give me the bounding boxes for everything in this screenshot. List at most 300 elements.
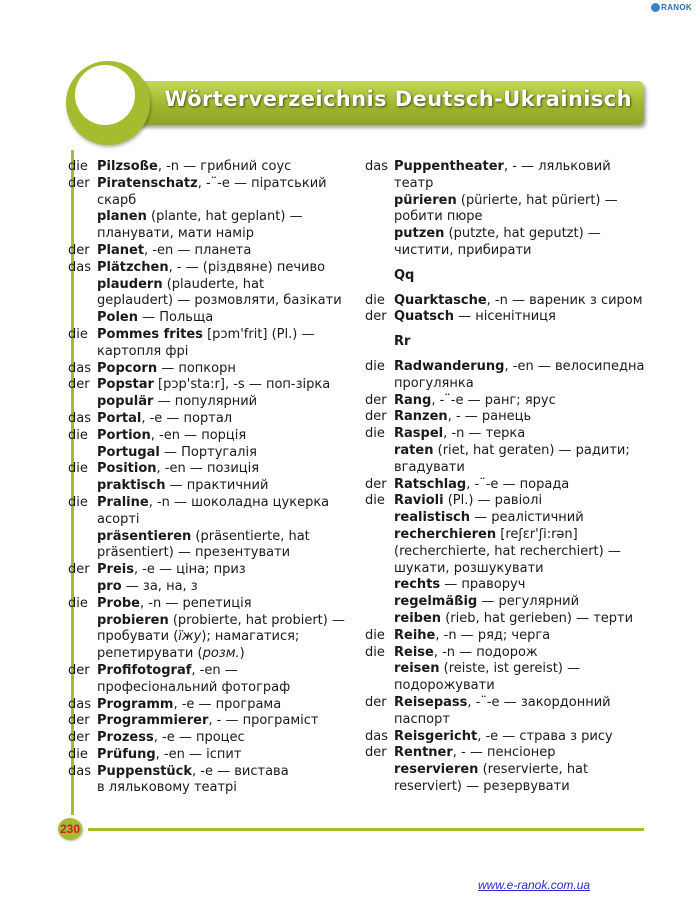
entry-headword: Profifotograf	[97, 662, 192, 678]
entry-article	[68, 445, 97, 462]
entry-text	[394, 510, 655, 527]
entry-line	[97, 629, 358, 646]
entry-article	[365, 594, 394, 611]
entry-line	[394, 493, 655, 510]
page-number-badge	[58, 818, 82, 840]
entry-text	[97, 747, 358, 764]
entry-line	[97, 562, 358, 579]
entry-article: der	[68, 662, 90, 678]
entry-line	[97, 327, 358, 344]
entry-article: das	[68, 259, 91, 275]
entry-line	[97, 713, 358, 730]
bottom-rule	[88, 828, 644, 831]
header-banner	[96, 81, 644, 125]
entry-headword: Puppenstück	[97, 763, 193, 779]
entry-text	[394, 293, 655, 310]
dictionary-entry	[68, 613, 358, 663]
entry-text	[97, 209, 358, 243]
dictionary-entry	[365, 577, 655, 594]
entry-text	[394, 477, 655, 494]
entry-translation: , -n — вареник з сиром	[486, 292, 643, 308]
entry-headword: Preis	[97, 562, 134, 578]
entry-article: der	[68, 242, 90, 258]
entry-text	[97, 310, 358, 327]
entry-text	[394, 193, 655, 227]
entry-translation: картопля фрі	[97, 343, 189, 359]
dictionary-entry	[365, 359, 655, 393]
entry-text	[394, 611, 655, 628]
entry-headword: Ratschlag	[394, 476, 467, 492]
entry-text	[97, 411, 358, 428]
entry-translation: , -¨-e — закордонний	[467, 694, 611, 710]
entry-headword: Reisgericht	[394, 728, 478, 744]
entry-line	[394, 695, 655, 712]
entry-translation: чистити, прибирати	[394, 242, 532, 258]
entry-headword: Reise	[394, 644, 434, 660]
entry-translation: , -¨-e — порада	[466, 476, 570, 492]
entry-article: das	[365, 159, 388, 174]
entry-line	[394, 176, 655, 193]
entry-headword: Reisepass	[394, 694, 468, 710]
entry-text	[97, 361, 358, 378]
entry-translation: — Португалія	[159, 444, 257, 460]
dictionary-entry	[68, 663, 358, 697]
entry-article: das	[365, 728, 388, 744]
entry-line	[394, 762, 655, 779]
entry-text	[97, 663, 358, 697]
entry-line	[97, 747, 358, 764]
dictionary-entry	[68, 697, 358, 714]
entry-article	[365, 762, 394, 796]
entry-translation: (recherchierte, hat recherchiert) —	[394, 543, 621, 559]
entry-headword: Portion	[97, 427, 151, 443]
dictionary-entry	[68, 562, 358, 579]
dictionary-entry	[365, 645, 655, 662]
entry-translation: , -e — страва з рису	[477, 728, 613, 744]
dictionary-entry	[68, 394, 358, 411]
entry-line	[97, 243, 358, 260]
entry-line	[97, 159, 358, 176]
entry-text	[97, 529, 358, 563]
entry-translation: ); намагатися;	[201, 629, 300, 645]
entry-translation: , -n — подорож	[433, 644, 538, 660]
entry-headword: rechts	[394, 577, 441, 593]
dictionary-entry	[68, 209, 358, 243]
dictionary-entry	[365, 695, 655, 729]
entry-line	[394, 678, 655, 695]
entry-headword: praktisch	[97, 478, 166, 494]
entry-article	[365, 611, 394, 628]
dictionary-entry	[68, 747, 358, 764]
entry-headword: reservieren	[394, 762, 479, 778]
entry-translation: — регулярний	[477, 594, 580, 610]
entry-line	[97, 260, 358, 277]
entry-headword: realistisch	[394, 510, 471, 526]
entry-headword: Plätzchen	[97, 259, 169, 275]
entry-article: die	[68, 494, 88, 510]
entry-text	[97, 596, 358, 613]
entry-headword: probieren	[97, 612, 169, 628]
publisher-logo-text: RANOK	[661, 3, 692, 12]
dictionary-entry	[365, 426, 655, 443]
entry-line	[394, 226, 655, 243]
entry-article: die	[365, 644, 385, 660]
dictionary-entry	[365, 729, 655, 746]
entry-line	[394, 628, 655, 645]
entry-text	[394, 159, 655, 193]
entry-article: der	[68, 175, 90, 191]
entry-article: die	[68, 746, 88, 762]
entry-text	[97, 428, 358, 445]
entry-translation: пробувати (	[97, 629, 179, 645]
entry-line	[97, 394, 358, 411]
entry-line	[394, 159, 655, 176]
dictionary-entry	[365, 762, 655, 796]
entry-line	[394, 293, 655, 310]
entry-text	[97, 713, 358, 730]
entry-text	[394, 729, 655, 746]
dictionary-entry	[68, 730, 358, 747]
entry-article: der	[365, 745, 387, 761]
entry-text	[97, 478, 358, 495]
dictionary-entry	[365, 477, 655, 494]
entry-text	[97, 176, 358, 210]
entry-translation: , - — пенсіонер	[452, 745, 556, 761]
entry-headword: Quatsch	[394, 309, 454, 325]
entry-headword: Programm	[97, 696, 174, 712]
entry-translation: — праворуч	[440, 577, 526, 593]
entry-line	[394, 611, 655, 628]
entry-headword: Ravioli	[394, 493, 444, 509]
entry-line	[97, 545, 358, 562]
entry-translation: (reiste, ist gereist) —	[439, 661, 581, 677]
publisher-logo	[651, 3, 692, 12]
dictionary-entry	[68, 377, 358, 394]
entry-text	[394, 359, 655, 393]
entry-line	[394, 426, 655, 443]
entry-line	[97, 344, 358, 361]
entry-text	[394, 493, 655, 510]
entry-translation: скарб	[97, 192, 137, 208]
entry-translation: , -e — процес	[153, 730, 245, 746]
entry-translation: , - — (різдвяне) печиво	[168, 259, 326, 275]
entry-line	[97, 529, 358, 546]
entry-note: їжу	[178, 629, 202, 645]
entry-line	[394, 359, 655, 376]
entry-article: der	[365, 476, 387, 492]
entry-headword: populär	[97, 394, 154, 410]
entry-headword: Puppentheater	[394, 159, 504, 174]
dictionary-entry	[68, 327, 358, 361]
section-letter-heading: Qq	[394, 267, 415, 283]
dictionary-entry	[68, 159, 358, 176]
entry-line	[97, 461, 358, 478]
entry-translation: [reʃɛr'ʃi:rən]	[496, 526, 578, 542]
entry-line	[97, 730, 358, 747]
entry-text	[97, 613, 358, 663]
entry-text	[97, 260, 358, 277]
entry-translation: (putzte, hat geputzt) —	[444, 226, 601, 242]
entry-translation: асорті	[97, 511, 140, 527]
entry-headword: Rentner	[394, 745, 453, 761]
entry-article: die	[365, 292, 385, 308]
entry-translation: професіональний фотограф	[97, 679, 291, 695]
entry-translation: в ляльковому театрі	[97, 780, 237, 796]
entry-headword: Planet	[97, 242, 145, 258]
entry-text	[394, 645, 655, 662]
dictionary-column-right	[365, 159, 655, 796]
entry-article	[365, 193, 394, 227]
entry-headword: plaudern	[97, 276, 163, 292]
entry-headword: Popstar	[97, 377, 154, 393]
entry-line	[394, 309, 655, 326]
entry-text	[97, 394, 358, 411]
entry-article: der	[68, 730, 90, 746]
entry-text	[97, 562, 358, 579]
entry-line	[97, 646, 358, 663]
entry-headword: raten	[394, 442, 434, 458]
entry-translation: планувати, мати намір	[97, 226, 254, 242]
entry-article	[68, 529, 97, 563]
entry-translation: , -e — програма	[173, 696, 282, 712]
entry-line	[97, 579, 358, 596]
entry-headword: Quarktasche	[394, 292, 487, 308]
entry-line	[394, 376, 655, 393]
entry-line	[394, 243, 655, 260]
entry-headword: Portugal	[97, 444, 160, 460]
entry-headword: regelmäßig	[394, 594, 478, 610]
entry-translation: — Польща	[138, 310, 214, 326]
page-title: Wörterverzeichnis Deutsch-Ukrainisch	[164, 87, 632, 111]
entry-line	[97, 663, 358, 680]
entry-translation: , -e — вистава	[192, 763, 289, 779]
dictionary-entry	[365, 159, 655, 193]
entry-line	[394, 661, 655, 678]
entry-article: die	[68, 427, 88, 443]
entry-line	[97, 697, 358, 714]
entry-translation: (reservierte, hat	[478, 762, 589, 778]
entry-text	[394, 661, 655, 695]
entry-translation: — попкорн	[157, 360, 236, 376]
entry-article: der	[365, 694, 387, 710]
entry-translation: , -¨-e — піратський	[197, 175, 327, 191]
dictionary-entry	[365, 594, 655, 611]
entry-text	[97, 159, 358, 176]
dictionary-entry	[68, 764, 358, 798]
entry-translation: (plauderte, hat	[162, 276, 265, 292]
entry-article: die	[365, 627, 385, 643]
entry-line	[394, 527, 655, 544]
entry-article	[68, 277, 97, 311]
dictionary-entry	[68, 529, 358, 563]
dictionary-entry	[68, 495, 358, 529]
entry-text	[394, 577, 655, 594]
entry-translation: reserviert) — резервувати	[394, 778, 570, 794]
entry-translation: , -n — репетиція	[140, 595, 252, 611]
entry-text	[97, 461, 358, 478]
entry-translation: , -¨-e — ранг; ярус	[431, 392, 556, 408]
entry-headword: Prüfung	[97, 746, 156, 762]
entry-translation: (plante, hat geplant) —	[146, 209, 303, 225]
entry-article	[365, 577, 394, 594]
entry-translation: вгадувати	[394, 459, 465, 475]
entry-line	[97, 226, 358, 243]
entry-line	[97, 780, 358, 797]
entry-line	[394, 510, 655, 527]
entry-line	[97, 411, 358, 428]
entry-text	[97, 495, 358, 529]
dictionary-entry	[365, 611, 655, 628]
entry-article	[365, 661, 394, 695]
entry-translation: , - — програміст	[208, 713, 319, 729]
dictionary-entry	[68, 579, 358, 596]
dictionary-entry	[68, 478, 358, 495]
entry-line	[394, 729, 655, 746]
entry-translation: паспорт	[394, 711, 450, 727]
dictionary-entry	[365, 409, 655, 426]
entry-line	[394, 443, 655, 460]
entry-translation: , - — ляльковий	[503, 159, 611, 174]
entry-line	[394, 193, 655, 210]
dictionary-entry	[68, 461, 358, 478]
entry-article: der	[365, 309, 387, 325]
entry-line	[97, 310, 358, 327]
entry-translation: (präsentierte, hat	[191, 528, 310, 544]
entry-line	[97, 277, 358, 294]
entry-translation: (pürierte, hat püriert) —	[456, 192, 618, 208]
entry-translation: — за, на, з	[121, 578, 198, 594]
entry-article	[68, 310, 97, 327]
entry-article	[365, 443, 394, 477]
entry-line	[394, 594, 655, 611]
entry-article: der	[365, 409, 387, 425]
entry-headword: Rang	[394, 392, 432, 408]
entry-article: das	[68, 360, 91, 376]
entry-translation: подорожувати	[394, 678, 495, 694]
entry-translation: , -en — планета	[144, 242, 252, 258]
dictionary-entry	[365, 293, 655, 310]
entry-translation: , -n — грибний соус	[157, 159, 292, 174]
entry-line	[97, 193, 358, 210]
entry-text	[394, 745, 655, 762]
entry-headword: Pilzsoße	[97, 159, 158, 174]
dictionary-entry	[68, 428, 358, 445]
entry-text	[394, 628, 655, 645]
entry-line	[394, 745, 655, 762]
entry-translation: geplaudert) — розмовляти, базікати	[97, 293, 342, 309]
entry-translation: робити пюре	[394, 209, 483, 225]
entry-headword: Radwanderung	[394, 358, 505, 374]
entry-translation: , -e — ціна; приз	[133, 562, 246, 578]
entry-article: die	[365, 426, 385, 442]
dictionary-entry	[68, 310, 358, 327]
entry-translation: , -en — велосипедна	[504, 358, 645, 374]
dictionary-entry	[68, 596, 358, 613]
entry-translation: прогулянка	[394, 375, 474, 391]
entry-translation: — популярний	[153, 394, 258, 410]
entry-article: die	[365, 493, 385, 509]
header-circle-inner	[75, 65, 135, 125]
entry-translation: , -n — терка	[443, 426, 526, 442]
entry-text	[394, 226, 655, 260]
entry-article	[68, 209, 97, 243]
entry-translation: — нісенітниця	[454, 309, 556, 325]
entry-headword: Probe	[97, 595, 140, 611]
entry-headword: präsentieren	[97, 528, 192, 544]
entry-translation: — реалістичний	[470, 510, 584, 526]
dictionary-entry	[68, 260, 358, 277]
dictionary-entry	[365, 510, 655, 527]
entry-line	[97, 764, 358, 781]
entry-translation: , - — ранець	[447, 409, 532, 425]
dictionary-entry	[68, 176, 358, 210]
publisher-website-link[interactable]: www.e-ranok.com.ua	[478, 878, 591, 892]
entry-article: das	[68, 763, 91, 779]
entry-translation: театр	[394, 175, 434, 191]
entry-line	[97, 478, 358, 495]
entry-article: die	[68, 595, 88, 611]
globe-icon	[651, 3, 660, 12]
entry-article: die	[68, 159, 88, 174]
entry-headword: Praline	[97, 494, 149, 510]
entry-article	[365, 510, 394, 527]
entry-headword: Polen	[97, 310, 138, 326]
dictionary-entry	[68, 277, 358, 311]
entry-translation: (probierte, hat probiert) —	[168, 612, 345, 628]
entry-translation: репетирувати (	[97, 646, 203, 662]
dictionary-entry	[365, 661, 655, 695]
entry-line	[97, 293, 358, 310]
entry-headword: Reihe	[394, 627, 436, 643]
entry-line	[394, 409, 655, 426]
entry-line	[97, 596, 358, 613]
dictionary-entry	[365, 745, 655, 762]
entry-line	[97, 445, 358, 462]
entry-text	[394, 527, 655, 577]
dictionary-entry	[365, 628, 655, 645]
entry-article	[68, 394, 97, 411]
entry-translation: — практичний	[165, 478, 269, 494]
entry-headword: pürieren	[394, 192, 457, 208]
dictionary-column-left	[68, 159, 358, 797]
dictionary-entry	[68, 713, 358, 730]
entry-translation: , -n — шоколадна цукерка	[148, 494, 330, 510]
entry-text	[394, 762, 655, 796]
entry-article	[68, 613, 97, 663]
entry-line	[97, 428, 358, 445]
entry-text	[394, 594, 655, 611]
entry-headword: Portal	[97, 410, 142, 426]
entry-text	[97, 697, 358, 714]
entry-text	[97, 327, 358, 361]
page-number: 230	[59, 822, 81, 836]
entry-headword: reisen	[394, 661, 440, 677]
entry-translation: , -en — іспит	[155, 746, 242, 762]
dictionary-entry	[68, 411, 358, 428]
entry-translation: , -en — порція	[150, 427, 247, 443]
entry-text	[97, 579, 358, 596]
entry-article: der	[68, 713, 90, 729]
entry-article: das	[68, 696, 91, 712]
entry-translation: , -e — портал	[141, 410, 233, 426]
entry-note: розм.	[202, 646, 240, 662]
entry-line	[394, 561, 655, 578]
entry-text	[97, 730, 358, 747]
entry-text	[97, 377, 358, 394]
entry-line	[394, 645, 655, 662]
entry-translation: [pɔm'frit] (Pl.) —	[202, 326, 315, 342]
entry-headword: reiben	[394, 610, 442, 626]
